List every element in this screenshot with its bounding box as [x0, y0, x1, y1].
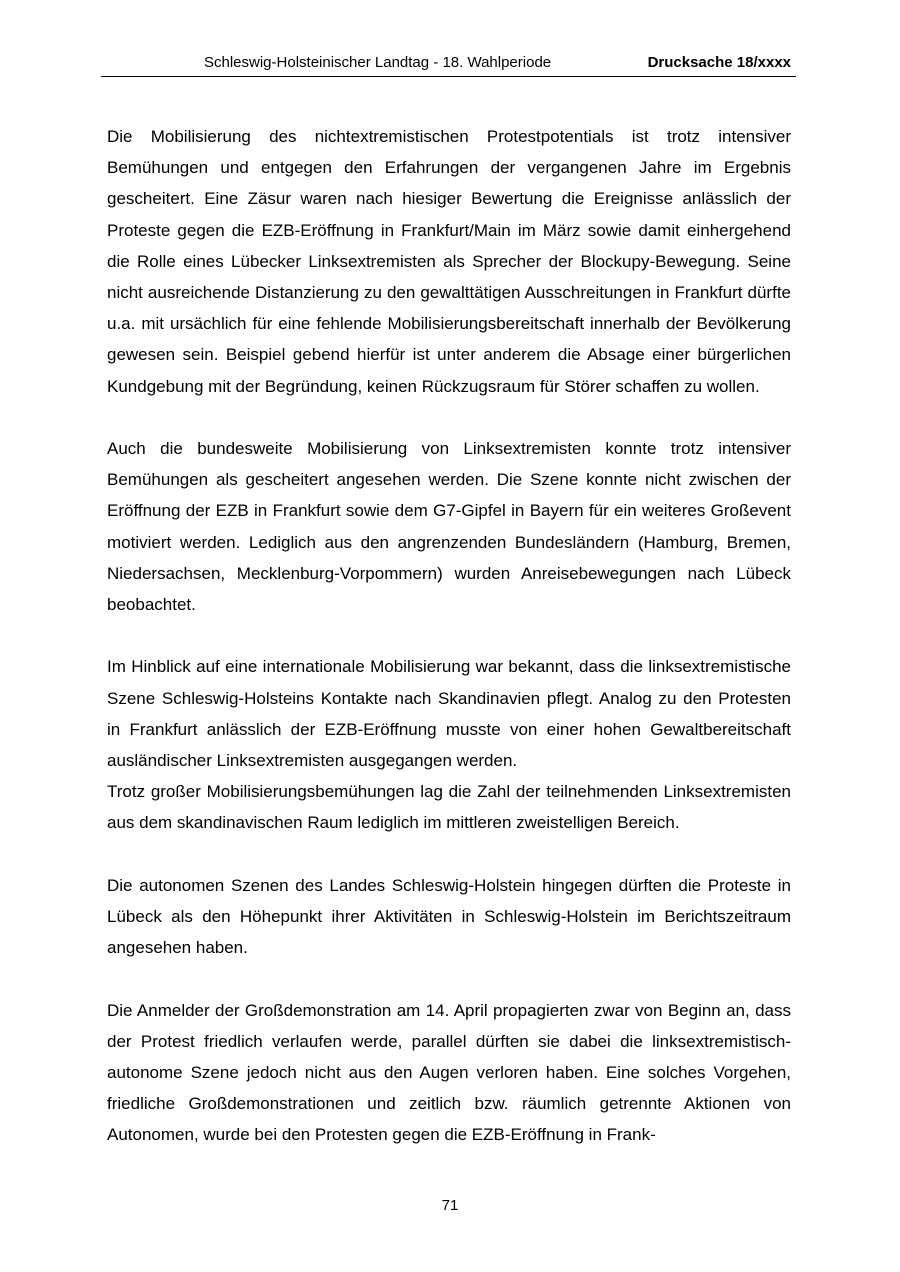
paragraph-scandinavian-participants: Trotz großer Mobilisierungsbemühungen lag die Zahl der teilnehmenden Linksextremisten aus dem skandinavischen Raum lediglich im mittleren zweistelligen Bereich. [107, 782, 791, 833]
paragraph-mobilisation-protest-potential: Die Mobilisierung des nichtextremistischen Protestpotentials ist trotz intensiver Bemühungen und entgegen den Erfahrungen der vergangenen Jahre im Ergebnis gescheitert. Eine Zäsur waren nach hiesiger Bewertung die Ereignisse anlässlich der Proteste gegen die EZB-Eröffnung in Frankfurt/Main im März sowie damit einhergehend die Rolle eines Lübecker Linksextremisten als Sprecher der Blockupy-Bewegung. Seine nicht ausreichende Distanzierung zu den gewalttätigen Ausschreitungen in Frankfurt dürfte u.a. mit ursächlich für eine fehlende Mobilisierungsbereitschaft innerhalb der Bevölkerung gewesen sein. Beispiel gebend hierfür ist unter anderem die Absage einer bürgerlichen Kundgebung mit der Begründung, keinen Rückzugsraum für Störer schaffen zu wollen. [107, 127, 791, 396]
paragraph-demonstration-organisers: Die Anmelder der Großdemonstration am 14. April propagierten zwar von Beginn an, dass der Protest friedlich verlaufen werde, parallel dürften sie dabei die linksextremistisch-autonome Szene jedoch nicht aus den Augen verloren haben. Eine solches Vorgehen, friedliche Großdemonstrationen und zeitlich bzw. räumlich getrennte Aktionen von Autonomen, wurde bei den Protesten gegen die EZB-Eröffnung in Frank- [107, 1000, 791, 1145]
header-title: Schleswig-Holsteinischer Landtag - 18. Wahlperiode [204, 54, 552, 71]
document-number: Drucksache 18/xxxx [647, 54, 791, 71]
page-number: 71 [441, 1197, 459, 1214]
body-text [107, 121, 791, 1151]
paragraph-nationwide-mobilisation: Auch die bundesweite Mobilisierung von Linksextremisten konnte trotz intensiver Bemühungen als gescheitert angesehen werden. Die Szene konnte nicht zwischen der Eröffnung der EZB in Frankfurt sowie dem G7-Gipfel in Bayern für ein weiteres Großevent motiviert werden. Lediglich aus den angrenzenden Bundesländern (Hamburg, Bremen, Niedersachsen, Mecklenburg-Vorpommern) wurden Anreisebewegungen nach Lübeck beobachtet. [107, 439, 791, 615]
page-header [101, 50, 796, 77]
paragraph-international-mobilisation: Im Hinblick auf eine internationale Mobilisierung war bekannt, dass die linksextremistische Szene Schleswig-Holsteins Kontakte nach Skandinavien pflegt. Analog zu den Protesten in Frankfurt anlässlich der EZB-Eröffnung musste von einer hohen Gewaltbereitschaft ausländischer Linksextremisten ausgegangen werden. [107, 657, 791, 771]
paragraph-autonomous-scenes: Die autonomen Szenen des Landes Schleswig-Holstein hingegen dürften die Proteste in Lübeck als den Höhepunkt ihrer Aktivitäten in Schleswig-Holstein im Berichtszeitraum angesehen haben. [107, 875, 791, 958]
